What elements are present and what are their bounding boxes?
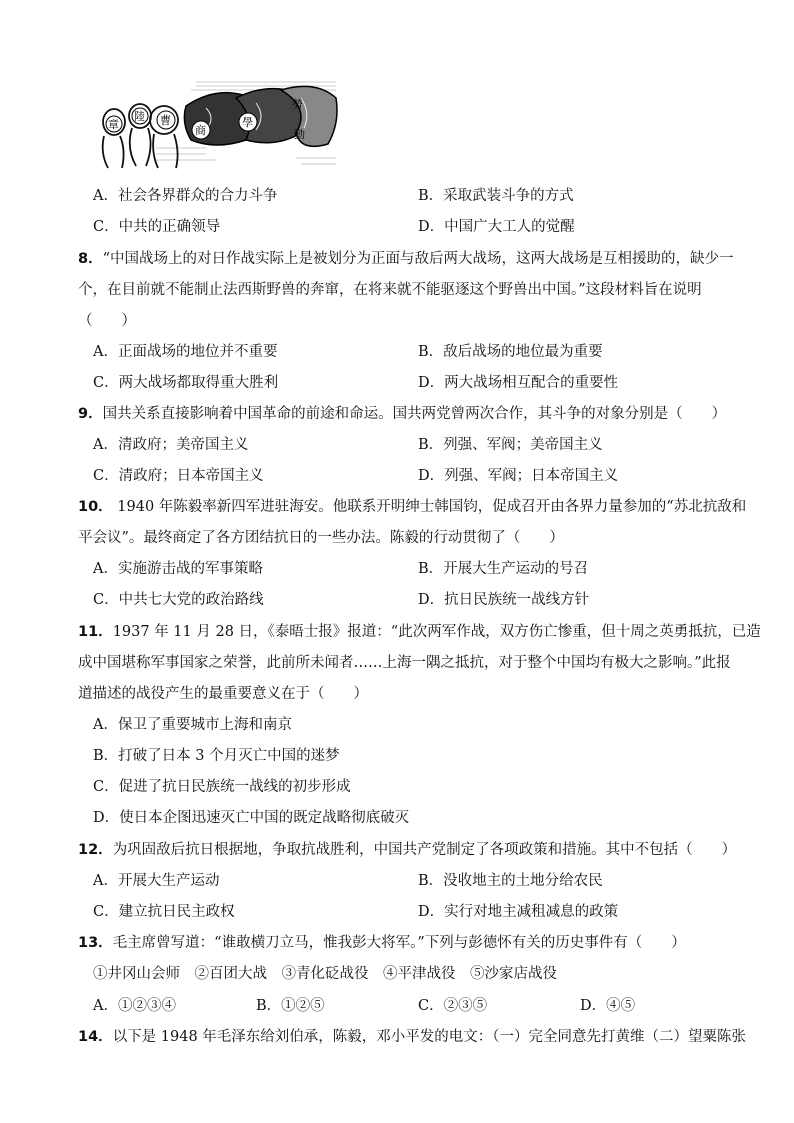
q8-answer-blank: （ ） [78, 313, 136, 329]
q11-number: 11． [78, 624, 113, 640]
q12-option-c[interactable]: C．建立抗日民主政权 [93, 904, 235, 920]
q8-option-a[interactable]: A．正面战场的地位并不重要 [93, 344, 278, 360]
cartoon-label-4: 商 [195, 124, 206, 137]
q11-option-d[interactable]: D．使日本企图迅速灭亡中国的既定战略彻底破灭 [93, 810, 410, 826]
q13-stem-line-1 [78, 933, 686, 953]
q10-stem-line-2: 平会议”。最终商定了各方团结抗日的一些办法。陈毅的行动贯彻了（ ） [78, 530, 564, 546]
q8-option-b[interactable]: B．敌后战场的地位最为重要 [418, 344, 603, 360]
q11-stem-line-1 [78, 622, 761, 642]
q11-option-c[interactable]: C．促进了抗日民族统一战线的初步形成 [93, 779, 351, 795]
q10-stem-text: 1940 年陈毅率新四军进驻海安。他联系开明绅士韩国钧，促成召开由各界力量参加的“苏北抗敌和 [112, 499, 747, 515]
q12-option-a[interactable]: A．开展大生产运动 [93, 873, 220, 889]
q9-stem-line-1 [78, 404, 726, 424]
q10-option-b[interactable]: B．开展大生产运动的号召 [418, 561, 589, 577]
q8-number: 8． [78, 251, 103, 267]
q12-option-d[interactable]: D．实行对地主减租减息的政策 [418, 904, 619, 920]
q11-stem-text: 1937 年 11 月 28 日，《泰晤士报》报道：“此次两军作战，双方伤亡惨重，但十周之英勇抵抗，已造 [112, 624, 761, 640]
q10-number: 10． [78, 499, 113, 515]
q10-option-c[interactable]: C．中共七大党的政治路线 [93, 592, 264, 608]
cartoon-label-7: 動 [294, 128, 305, 141]
q9-option-c[interactable]: C．清政府；日本帝国主义 [93, 468, 264, 484]
q7-option-a[interactable]: A．社会各界群众的合力斗争 [93, 188, 278, 204]
cartoon-label-1: 章 [108, 118, 119, 131]
q9-option-d[interactable]: D．列强、军阀；日本帝国主义 [418, 468, 619, 484]
q11-stem-line-3: 道描述的战役产生的最重要意义在于（ ） [78, 686, 368, 702]
q7-option-c[interactable]: C．中共的正确领导 [93, 219, 221, 235]
q14-number: 14． [78, 1029, 113, 1045]
q13-number: 13． [78, 935, 113, 951]
q10-option-d[interactable]: D．抗日民族统一战线方针 [418, 592, 590, 608]
q14-stem-text: 以下是 1948 年毛泽东给刘伯承，陈毅，邓小平发的电文：（一）完全同意先打黄维（二）望粟陈张 [112, 1029, 747, 1045]
q10-stem-line-1 [78, 497, 746, 517]
cartoon-label-3: 曹 [160, 114, 171, 127]
cartoon-label-6: 勞 [292, 98, 303, 111]
q10-option-a[interactable]: A．实施游击战的军事策略 [93, 561, 263, 577]
q9-stem-text: 国共关系直接影响着中国革命的前途和命运。国共两党曾两次合作，其斗争的对象分别是（ ） [102, 406, 727, 422]
q8-option-c[interactable]: C．两大战场都取得重大胜利 [93, 375, 279, 391]
q8-stem-text: “中国战场上的对日作战实际上是被划分为正面与敌后两大战场，这两大战场是互相援助的，缺少一 [102, 251, 734, 267]
q13-event-list: ①井冈山会师 ②百团大战 ③青化砭战役 ④平津战役 ⑤沙家店战役 [93, 966, 557, 982]
q12-stem-line-1 [78, 840, 736, 860]
q13-stem-text: 毛主席曾写道：“谁敢横刀立马，惟我彭大将军。”下列与彭德怀有关的历史事件有（ ） [112, 935, 686, 951]
cartoon-label-2: 陸 [134, 110, 145, 123]
q7-option-b[interactable]: B．采取武装斗争的方式 [418, 188, 574, 204]
q12-number: 12． [78, 842, 113, 858]
q13-option-a[interactable]: A．①②③④ [93, 998, 176, 1014]
q8-stem-line-2: 个，在目前就不能制止法西斯野兽的奔窜，在将来就不能驱逐这个野兽出中国。”这段材料旨在说明 [78, 282, 702, 298]
q7-option-d[interactable]: D．中国广大工人的觉醒 [418, 219, 575, 235]
q9-option-b[interactable]: B．列强、军阀；美帝国主义 [418, 437, 603, 453]
q13-option-b[interactable]: B．①②⑤ [256, 998, 325, 1014]
q9-option-a[interactable]: A．清政府；美帝国主义 [93, 437, 249, 453]
q11-option-a[interactable]: A．保卫了重要城市上海和南京 [93, 717, 292, 733]
cartoon-illustration [96, 78, 340, 172]
q8-stem-line-1 [78, 249, 734, 269]
q11-stem-line-2: 成中国堪称军事国家之荣誉，此前所未闻者……上海一隅之抵抗，对于整个中国均有极大之影响。”此报 [78, 655, 731, 671]
q12-stem-text: 为巩固敌后抗日根据地，争取抗战胜利，中国共产党制定了各项政策和措施。其中不包括（ ） [112, 842, 737, 858]
q12-option-b[interactable]: B．没收地主的土地分给农民 [418, 873, 603, 889]
q8-option-d[interactable]: D．两大战场相互配合的重要性 [418, 375, 619, 391]
q11-option-b[interactable]: B．打破了日本 3 个月灭亡中国的迷梦 [93, 748, 340, 764]
q13-option-c[interactable]: C．②③⑤ [418, 998, 488, 1014]
cartoon-label-5: 學 [242, 116, 253, 129]
q9-number: 9． [78, 406, 103, 422]
q13-option-d[interactable]: D．④⑤ [580, 998, 636, 1014]
q14-stem-line-1 [78, 1027, 746, 1047]
